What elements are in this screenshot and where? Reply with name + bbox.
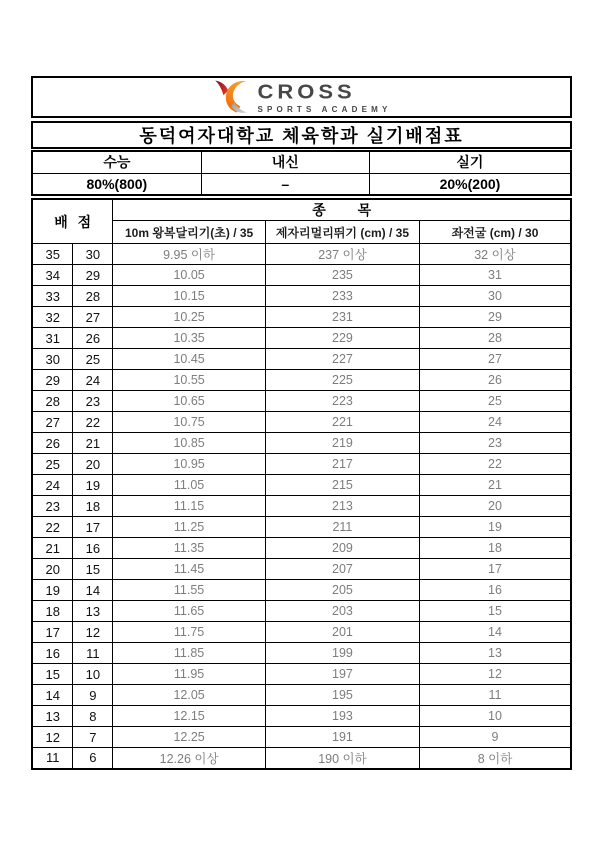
record-cell: 32 이상 xyxy=(420,244,572,265)
points-cell: 18 xyxy=(32,601,73,622)
record-cell: 233 xyxy=(265,286,419,307)
points-cell: 21 xyxy=(32,538,73,559)
points-cell: 20 xyxy=(32,559,73,580)
points-cell: 32 xyxy=(32,307,73,328)
page-title: 동덕여자대학교 체육학과 실기배점표 xyxy=(139,126,464,146)
table-row xyxy=(32,328,571,349)
points-cell: 15 xyxy=(73,559,113,580)
points-cell: 15 xyxy=(32,664,73,685)
record-cell: 20 xyxy=(420,496,572,517)
points-cell: 35 xyxy=(32,244,73,265)
record-cell: 11.55 xyxy=(113,580,266,601)
record-cell: 10.75 xyxy=(113,412,266,433)
points-cell: 22 xyxy=(32,517,73,538)
points-cell: 24 xyxy=(73,370,113,391)
summary-label-2: 실기 xyxy=(369,151,571,173)
admission-ratio-table xyxy=(31,150,572,196)
points-header: 배 점 xyxy=(32,199,113,244)
record-cell: 227 xyxy=(265,349,419,370)
table-row xyxy=(32,286,571,307)
points-cell: 12 xyxy=(73,622,113,643)
record-cell: 215 xyxy=(265,475,419,496)
event-column-header-2: 좌전굴 (cm) / 30 xyxy=(420,221,572,244)
record-cell: 13 xyxy=(420,643,572,664)
table-row xyxy=(32,244,571,265)
record-cell: 16 xyxy=(420,580,572,601)
table-row xyxy=(32,727,571,748)
record-cell: 24 xyxy=(420,412,572,433)
table-row xyxy=(32,517,571,538)
points-cell: 34 xyxy=(32,265,73,286)
table-row xyxy=(32,601,571,622)
record-cell: 235 xyxy=(265,265,419,286)
points-cell: 17 xyxy=(32,622,73,643)
table-row xyxy=(32,391,571,412)
record-cell: 30 xyxy=(420,286,572,307)
record-cell: 10 xyxy=(420,706,572,727)
points-cell: 11 xyxy=(32,748,73,769)
points-cell: 16 xyxy=(32,643,73,664)
logo-tagline: SPORTS ACADEMY xyxy=(257,104,392,114)
points-cell: 14 xyxy=(73,580,113,601)
record-cell: 10.45 xyxy=(113,349,266,370)
document-content xyxy=(31,76,572,770)
record-cell: 219 xyxy=(265,433,419,454)
table-row xyxy=(32,643,571,664)
record-cell: 203 xyxy=(265,601,419,622)
record-cell: 8 이하 xyxy=(420,748,572,769)
table-row xyxy=(32,370,571,391)
table-row xyxy=(32,475,571,496)
points-cell: 26 xyxy=(73,328,113,349)
points-cell: 27 xyxy=(32,412,73,433)
summary-value-0: 80%(800) xyxy=(32,173,201,195)
record-cell: 14 xyxy=(420,622,572,643)
record-cell: 10.35 xyxy=(113,328,266,349)
score-table-header-row-1 xyxy=(32,199,571,221)
record-cell: 217 xyxy=(265,454,419,475)
cross-academy-logo xyxy=(211,79,391,115)
points-cell: 29 xyxy=(73,265,113,286)
record-cell: 11.65 xyxy=(113,601,266,622)
points-cell: 24 xyxy=(32,475,73,496)
points-cell: 13 xyxy=(73,601,113,622)
record-cell: 11.25 xyxy=(113,517,266,538)
record-cell: 229 xyxy=(265,328,419,349)
record-cell: 193 xyxy=(265,706,419,727)
record-cell: 199 xyxy=(265,643,419,664)
points-cell: 11 xyxy=(73,643,113,664)
record-cell: 237 이상 xyxy=(265,244,419,265)
points-cell: 23 xyxy=(73,391,113,412)
summary-value-1: – xyxy=(201,173,369,195)
table-row xyxy=(32,496,571,517)
record-cell: 27 xyxy=(420,349,572,370)
record-cell: 197 xyxy=(265,664,419,685)
record-cell: 221 xyxy=(265,412,419,433)
points-cell: 30 xyxy=(73,244,113,265)
record-cell: 28 xyxy=(420,328,572,349)
table-row xyxy=(32,265,571,286)
record-cell: 10.65 xyxy=(113,391,266,412)
table-row xyxy=(32,412,571,433)
points-cell: 33 xyxy=(32,286,73,307)
record-cell: 209 xyxy=(265,538,419,559)
record-cell: 18 xyxy=(420,538,572,559)
points-cell: 18 xyxy=(73,496,113,517)
record-cell: 223 xyxy=(265,391,419,412)
cross-x-logo-icon xyxy=(211,79,251,115)
points-cell: 28 xyxy=(73,286,113,307)
record-cell: 11.85 xyxy=(113,643,266,664)
record-cell: 11.45 xyxy=(113,559,266,580)
points-cell: 21 xyxy=(73,433,113,454)
record-cell: 12 xyxy=(420,664,572,685)
record-cell: 12.26 이상 xyxy=(113,748,266,769)
logo-brand-name: CROSS xyxy=(257,79,356,103)
record-cell: 213 xyxy=(265,496,419,517)
record-cell: 207 xyxy=(265,559,419,580)
points-cell: 22 xyxy=(73,412,113,433)
record-cell: 11.05 xyxy=(113,475,266,496)
points-cell: 25 xyxy=(73,349,113,370)
points-cell: 16 xyxy=(73,538,113,559)
points-cell: 7 xyxy=(73,727,113,748)
record-cell: 12.05 xyxy=(113,685,266,706)
record-cell: 10.25 xyxy=(113,307,266,328)
summary-label-1: 내신 xyxy=(201,151,369,173)
points-cell: 19 xyxy=(32,580,73,601)
points-cell: 23 xyxy=(32,496,73,517)
record-cell: 11.95 xyxy=(113,664,266,685)
points-cell: 8 xyxy=(73,706,113,727)
record-cell: 191 xyxy=(265,727,419,748)
record-cell: 10.05 xyxy=(113,265,266,286)
events-header: 종 목 xyxy=(113,199,571,221)
record-cell: 11 xyxy=(420,685,572,706)
points-cell: 30 xyxy=(32,349,73,370)
score-table-header-row-2 xyxy=(32,221,571,244)
points-cell: 20 xyxy=(73,454,113,475)
record-cell: 29 xyxy=(420,307,572,328)
admission-ratio-value-row xyxy=(32,173,571,195)
record-cell: 12.15 xyxy=(113,706,266,727)
table-row xyxy=(32,349,571,370)
record-cell: 22 xyxy=(420,454,572,475)
points-cell: 25 xyxy=(32,454,73,475)
record-cell: 201 xyxy=(265,622,419,643)
table-row xyxy=(32,307,571,328)
record-cell: 10.95 xyxy=(113,454,266,475)
record-cell: 11.75 xyxy=(113,622,266,643)
record-cell: 19 xyxy=(420,517,572,538)
points-cell: 31 xyxy=(32,328,73,349)
summary-label-0: 수능 xyxy=(32,151,201,173)
record-cell: 25 xyxy=(420,391,572,412)
points-cell: 10 xyxy=(73,664,113,685)
table-row xyxy=(32,454,571,475)
admission-ratio-header-row xyxy=(32,151,571,173)
table-row xyxy=(32,748,571,769)
points-cell: 26 xyxy=(32,433,73,454)
record-cell: 10.85 xyxy=(113,433,266,454)
record-cell: 15 xyxy=(420,601,572,622)
logo-section xyxy=(31,76,572,118)
points-cell: 17 xyxy=(73,517,113,538)
points-cell: 27 xyxy=(73,307,113,328)
event-column-header-0: 10m 왕복달리기(초) / 35 xyxy=(113,221,266,244)
event-column-header-1: 제자리멀리뛰기 (cm) / 35 xyxy=(265,221,419,244)
record-cell: 231 xyxy=(265,307,419,328)
record-cell: 21 xyxy=(420,475,572,496)
points-cell: 12 xyxy=(32,727,73,748)
table-row xyxy=(32,706,571,727)
record-cell: 9 xyxy=(420,727,572,748)
summary-value-2: 20%(200) xyxy=(369,173,571,195)
points-cell: 14 xyxy=(32,685,73,706)
table-row xyxy=(32,664,571,685)
logo-text xyxy=(257,81,391,114)
table-row xyxy=(32,538,571,559)
table-row xyxy=(32,685,571,706)
record-cell: 9.95 이하 xyxy=(113,244,266,265)
record-cell: 23 xyxy=(420,433,572,454)
record-cell: 211 xyxy=(265,517,419,538)
table-row xyxy=(32,580,571,601)
record-cell: 11.15 xyxy=(113,496,266,517)
record-cell: 26 xyxy=(420,370,572,391)
points-cell: 6 xyxy=(73,748,113,769)
points-cell: 13 xyxy=(32,706,73,727)
points-cell: 28 xyxy=(32,391,73,412)
record-cell: 31 xyxy=(420,265,572,286)
record-cell: 225 xyxy=(265,370,419,391)
table-row xyxy=(32,622,571,643)
record-cell: 11.35 xyxy=(113,538,266,559)
record-cell: 10.55 xyxy=(113,370,266,391)
record-cell: 17 xyxy=(420,559,572,580)
record-cell: 195 xyxy=(265,685,419,706)
practical-score-table xyxy=(31,198,572,770)
record-cell: 205 xyxy=(265,580,419,601)
record-cell: 12.25 xyxy=(113,727,266,748)
table-row xyxy=(32,433,571,454)
title-section xyxy=(31,121,572,149)
record-cell: 190 이하 xyxy=(265,748,419,769)
points-cell: 19 xyxy=(73,475,113,496)
points-cell: 9 xyxy=(73,685,113,706)
record-cell: 10.15 xyxy=(113,286,266,307)
points-cell: 29 xyxy=(32,370,73,391)
table-row xyxy=(32,559,571,580)
